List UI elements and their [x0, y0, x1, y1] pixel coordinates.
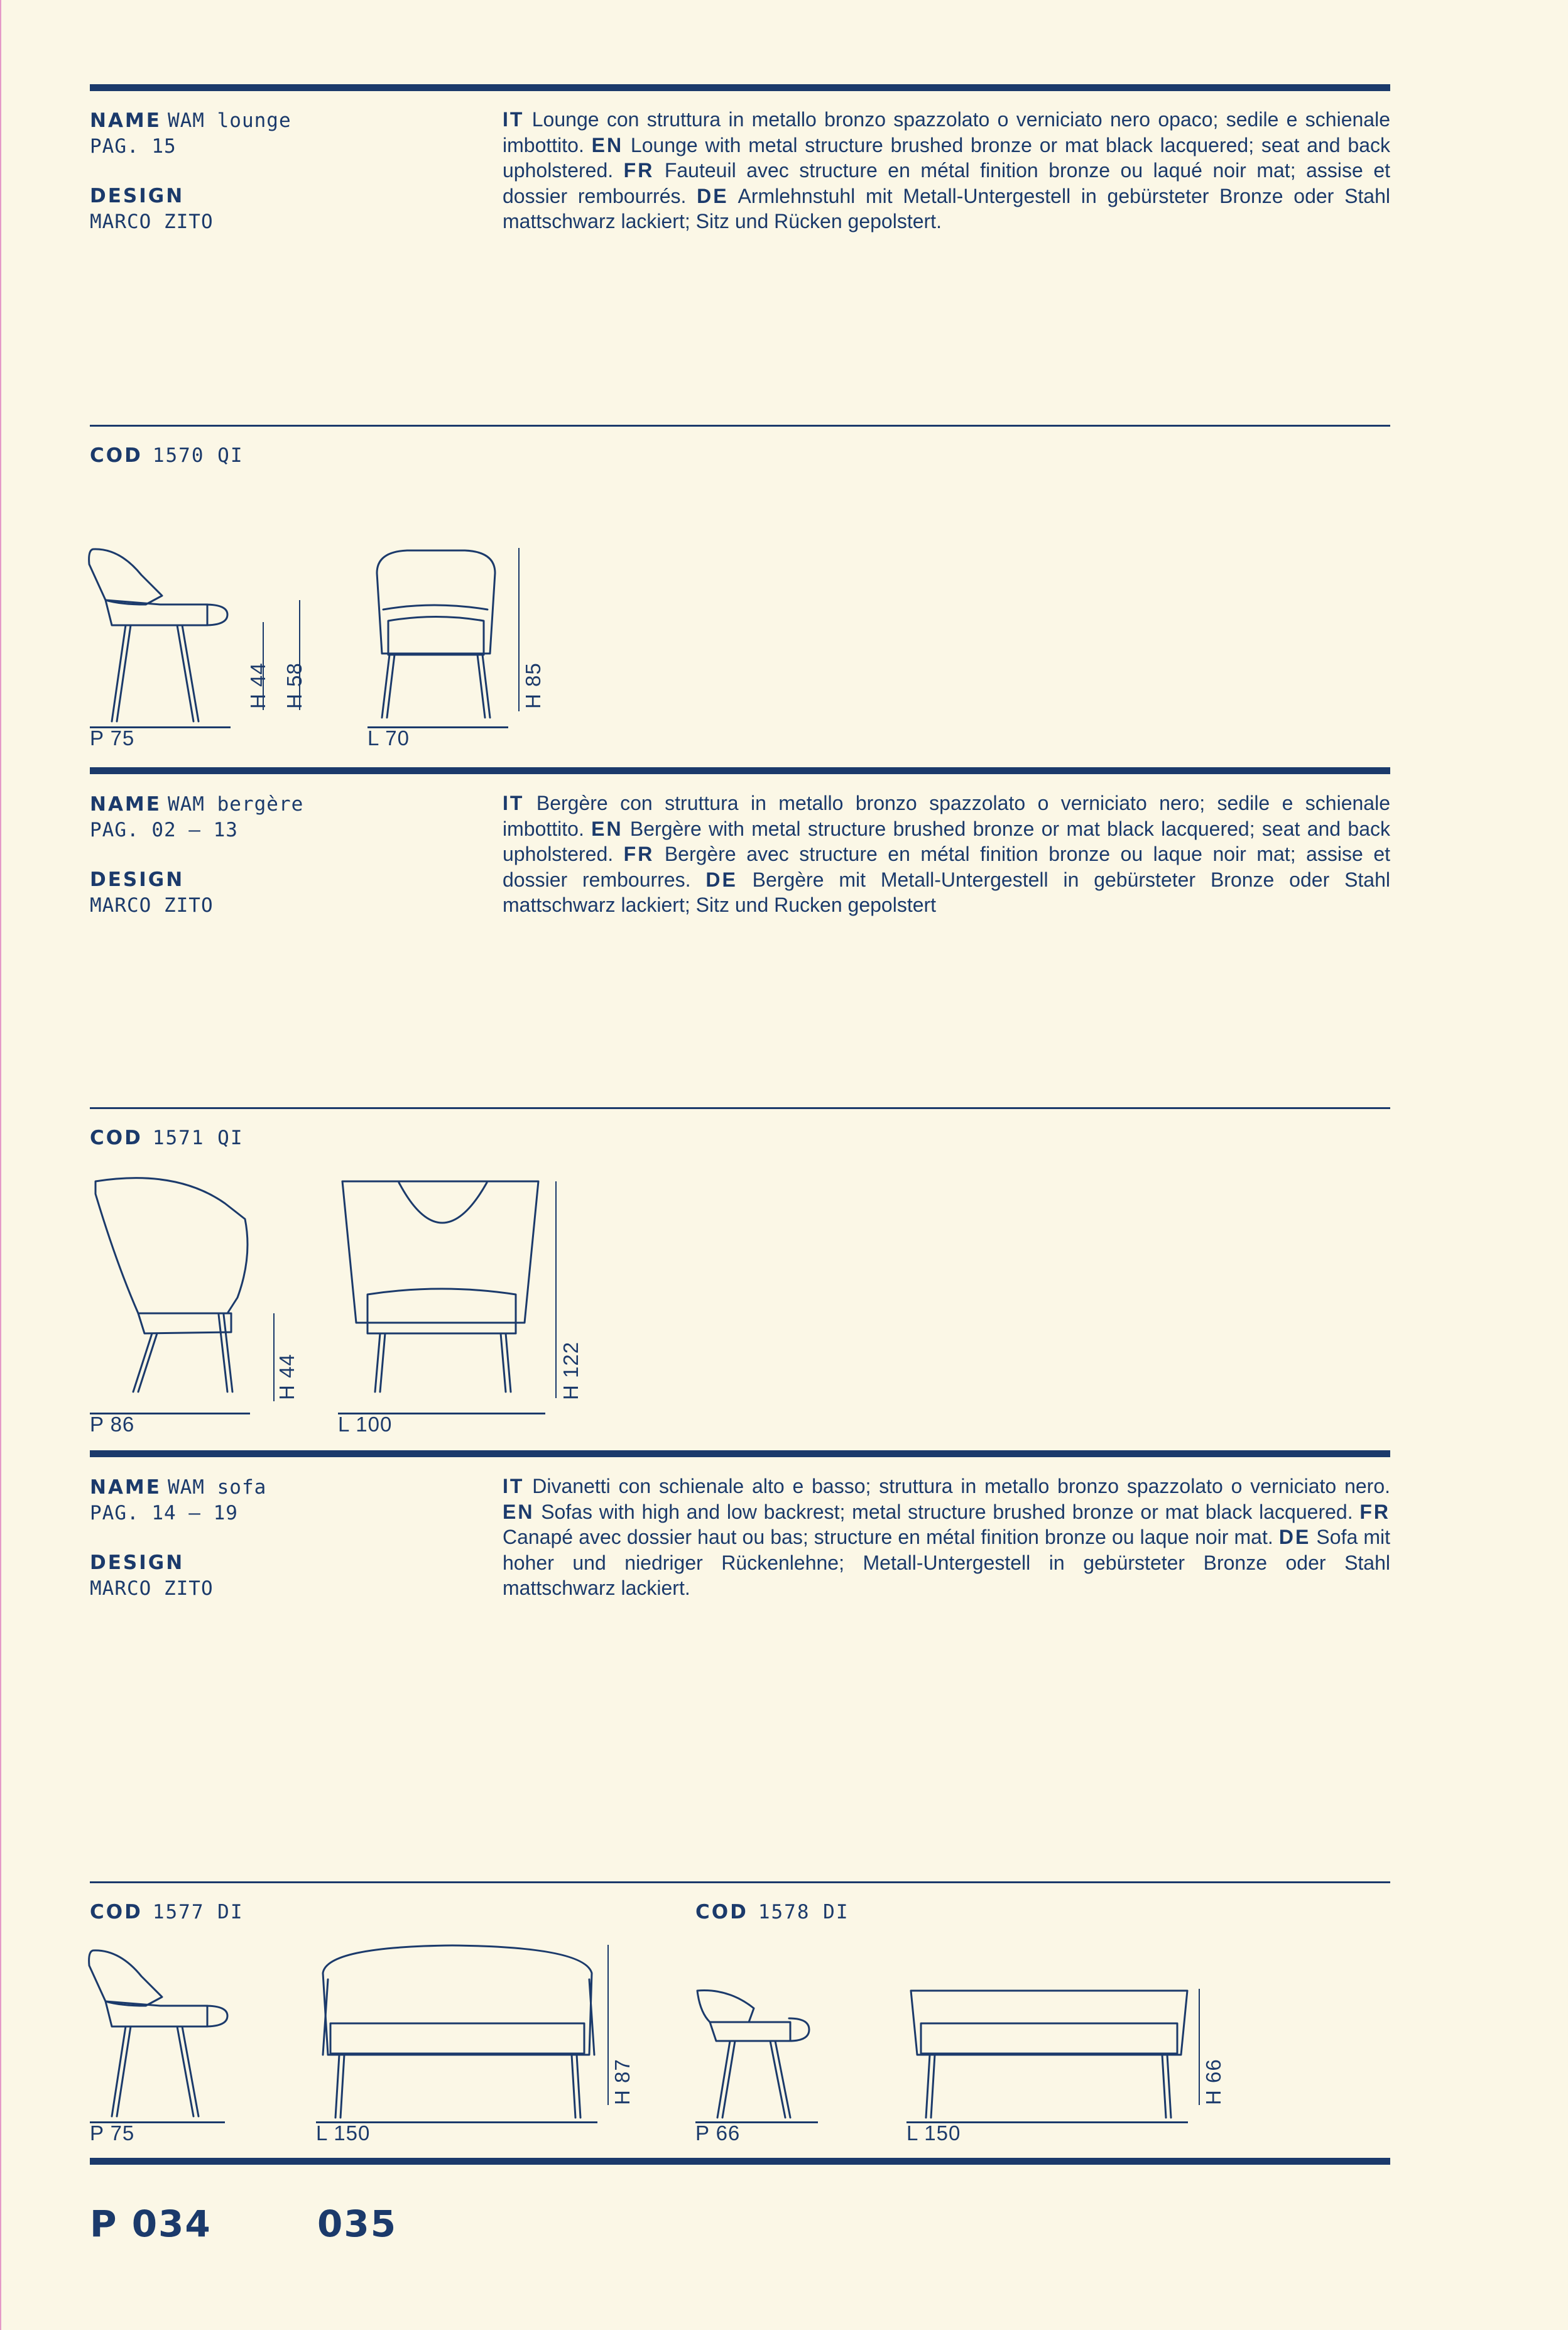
product-name: WAM sofa	[167, 1476, 267, 1499]
desc-fr: Fauteuil avec structure en métal finition bronze ou laqué noir mat; assise et dossier rembourrés.	[503, 159, 1391, 207]
dim-width: L 70	[368, 726, 410, 750]
cod-1577: COD 1577 DI	[90, 1901, 244, 1923]
dim-total-height: H 87	[611, 2059, 634, 2105]
lang-en: EN	[591, 817, 623, 840]
dim-line-seat	[273, 1313, 275, 1401]
cod-number: 1571 QI	[152, 1127, 244, 1149]
desc-it: Lounge con struttura in metallo bronzo spazzolato o verniciato nero opaco; sedile e schienale imbottito.	[503, 108, 1390, 156]
cod-1571: COD 1571 QI	[90, 1127, 244, 1149]
dim-width: L 150	[906, 2121, 961, 2145]
product-name: WAM bergère	[167, 793, 304, 816]
dim-depth: P 75	[90, 726, 135, 750]
desc-en: Lounge with metal structure brushed bronze or mat black lacquered; seat and back upholstered.	[503, 133, 1391, 182]
page-ref: PAG. 15	[90, 135, 177, 158]
lang-de: DE	[1278, 1526, 1311, 1548]
design-label: DESIGN	[90, 868, 185, 891]
designer-name: MARCO ZITO	[90, 894, 214, 917]
cod-number: 1578 DI	[758, 1901, 849, 1923]
desc-it: Bergère con struttura in metallo bronzo spazzolato o verniciato nero; sedile e schienale imbottito.	[503, 792, 1390, 840]
footer-rule	[90, 2158, 1390, 2165]
dim-seat-height: H 44	[275, 1354, 298, 1400]
design-label: DESIGN	[90, 1551, 185, 1574]
sofa-1578-side-view-drawing	[691, 1979, 836, 2124]
product-description-sofa	[503, 1474, 1390, 1601]
desc-en: Sofas with high and low backrest; metal structure brushed bronze or mat black lacquered.	[534, 1500, 1360, 1523]
lang-de: DE	[705, 868, 738, 891]
cod-number: 1570 QI	[152, 444, 244, 467]
desc-fr: Canapé avec dossier haut ou bas; structure en métal finition bronze ou laque noir mat.	[503, 1526, 1279, 1548]
dim-total-height: H 85	[521, 662, 545, 709]
dim-depth: P 75	[90, 2121, 135, 2145]
lang-fr: FR	[1359, 1500, 1390, 1523]
desc-de: Armlehnstuhl mit Metall-Untergestell in gebürsteter Bronze oder Stahl mattschwarz lackiert; Sitz und Rücken gepolstert.	[503, 184, 1391, 232]
desc-it: Divanetti con schienale alto e basso; struttura in metallo bronzo spazzolato o verniciato nero.	[524, 1475, 1390, 1497]
lang-en: EN	[591, 133, 624, 156]
product-meta-sofa	[90, 1475, 467, 1602]
product-description-lounge	[503, 107, 1390, 234]
bergere-front-view-drawing	[336, 1169, 550, 1408]
section-rule-bergere	[90, 767, 1390, 774]
lang-it: IT	[503, 108, 525, 131]
page-edge	[0, 0, 1, 2330]
variant-rule-1570	[90, 425, 1390, 427]
dim-line-total	[1199, 1989, 1200, 2105]
section-rule-lounge	[90, 84, 1390, 91]
variant-rule-sofa	[90, 1881, 1390, 1883]
page-ref: PAG. 02 – 13	[90, 819, 238, 841]
bergere-side-view-drawing	[82, 1169, 289, 1408]
dim-depth: P 66	[695, 2121, 741, 2145]
sofa-1578-front-view-drawing	[905, 1979, 1194, 2124]
lang-en: EN	[503, 1500, 535, 1523]
dim-total-height: H 66	[1202, 2059, 1225, 2105]
product-description-bergere	[503, 790, 1390, 918]
variant-rule-1571	[90, 1107, 1390, 1109]
cod-number: 1577 DI	[152, 1901, 244, 1923]
name-label: NAME	[90, 1476, 161, 1499]
page-number-left: P 034	[90, 2202, 212, 2245]
lang-de: DE	[697, 184, 729, 207]
lounge-front-view-drawing	[364, 540, 528, 729]
dim-depth: P 86	[90, 1413, 135, 1436]
dim-line-total	[607, 1945, 609, 2105]
desc-fr: Bergère avec structure en métal finition bronze ou laque noir mat; assise et dossier rembourres.	[503, 843, 1391, 891]
dim-width: L 100	[338, 1413, 393, 1436]
dim-line-total	[555, 1181, 557, 1398]
dim-line-total	[518, 548, 520, 711]
designer-name: MARCO ZITO	[90, 211, 214, 233]
page-number-right: 035	[317, 2202, 398, 2245]
dim-width: L 150	[316, 2121, 371, 2145]
desc-en: Bergère with metal structure brushed bronze or mat black lacquered; seat and back upholstered.	[503, 817, 1391, 865]
desc-de: Bergère mit Metall-Untergestell in gebürsteter Bronze oder Stahl mattschwarz lackiert; Sitz und Rucken gepolstert	[503, 868, 1391, 916]
dim-total-height: H 122	[559, 1341, 582, 1400]
cod-1570: COD 1570 QI	[90, 444, 244, 467]
sofa-1577-front-view-drawing	[314, 1942, 603, 2124]
product-name: WAM lounge	[167, 109, 291, 132]
lang-it: IT	[503, 792, 525, 814]
lounge-side-view-drawing	[82, 540, 270, 729]
name-label: NAME	[90, 793, 161, 816]
page-ref: PAG. 14 – 19	[90, 1502, 238, 1524]
dim-arm-height: H 58	[283, 662, 306, 709]
name-label: NAME	[90, 109, 161, 132]
desc-de: Sofa mit hoher und niedriger Rückenlehne; Metall-Untergestell in gebürsteter Bronze oder Stahl mattschwarz lackiert.	[503, 1526, 1391, 1599]
lang-fr: FR	[623, 159, 655, 182]
sofa-1577-side-view-drawing	[82, 1942, 245, 2124]
dim-seat-height: H 44	[246, 662, 270, 709]
section-rule-sofa	[90, 1450, 1390, 1457]
product-meta-bergere	[90, 792, 467, 919]
lang-it: IT	[503, 1475, 525, 1497]
product-meta-lounge	[90, 108, 467, 235]
designer-name: MARCO ZITO	[90, 1577, 214, 1600]
design-label: DESIGN	[90, 185, 185, 207]
cod-1578: COD 1578 DI	[695, 1901, 849, 1923]
lang-fr: FR	[623, 843, 655, 865]
